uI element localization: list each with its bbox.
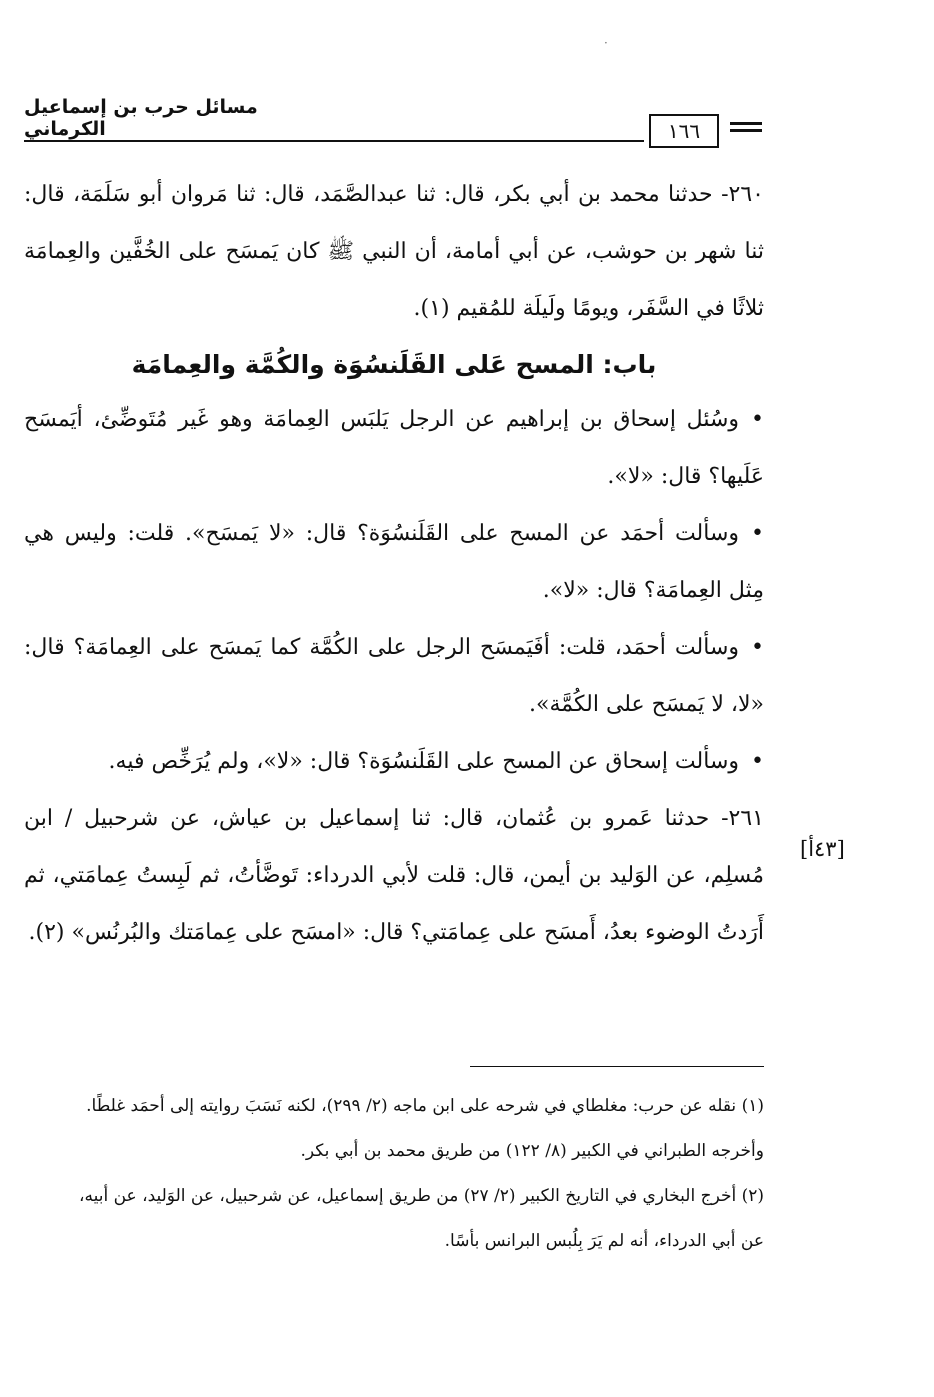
footnote-2-line-1: (٢) أخرج البخاري في التاريخ الكبير (٢/ ٢٧) من طريق إسماعيل، عن شرحبيل، عن الوَليد، عن أبيه، [79, 1186, 764, 1206]
running-header-title: مسائل حرب بن إسماعيل الكرماني [24, 96, 258, 140]
chapter-heading: باب: المسح عَلى القَلَنسُوَة والكُمَّة والعِمامَة [131, 350, 657, 379]
hadith-261: ٢٦١- حدثنا عَمرو بن عُثمان، قال: ثنا إسماعيل بن عياش، عن شرحبيل / ابن مُسلِم، عن الوَليد بن أيمن، قال: قلت لأبي الدرداء: تَوضَّأتُ، ثم لَبِستُ عِمامَتي، ثم أَرَدتُ الوضوء بعدُ، أَمسَح على عِمامَتي؟ قال: «امسَح على عِمامَتك والبُرنُس» (٢). [24, 806, 764, 945]
question-ishaq-turban: • وسُئل إسحاق بن إبراهيم عن الرجل يَلبَس العِمامَة وهو غَير مُتَوضِّئ، أيَمسَح عَلَيها؟ قال: «لا». [24, 391, 764, 505]
question-ishaq-qalansuwa: • وسألت إسحاق عن المسح على القَلَنسُوَة؟ قال: «لا»، ولم يُرَخِّص فيه. [24, 733, 764, 790]
manuscript-folio-reference: [٤٣أ] [800, 837, 845, 861]
main-text [24, 166, 764, 961]
footnote-1-line-2: وأخرجه الطبراني في الكبير (٨/ ١٢٢) من طريق محمد بن أبي بكر. [300, 1141, 764, 1161]
header-rule [24, 140, 644, 142]
hadith-260: ٢٦٠- حدثنا محمد بن أبي بكر، قال: ثنا عبدالصَّمَد، قال: ثنا مَروان أبو سَلَمَة، قال: ثنا شهر بن حوشب، عن أبي أمامة، أن النبي ﷺ كان يَمسَح على الخُفَّين والعِمامَة ثلاثًا في السَّفَر، ويومًا ولَيلَة للمُقيم (١). [24, 182, 764, 321]
ornament-line [730, 129, 762, 132]
question-ahmad-qalansuwa: • وسألت أحمَد عن المسح على القَلَنسُوَة؟ قال: «لا يَمسَح». قلت: وليس هي مِثل العِمامَة؟ قال: «لا». [24, 505, 764, 619]
footnotes [24, 1084, 764, 1264]
scan-speck: · [604, 36, 608, 50]
footnote-2-line-2: عن أبي الدرداء، أنه لم يَرَ بِلُبس البرانس بأسًا. [444, 1231, 764, 1251]
footnote-1-line-1: (١) نقله عن حرب: مغلطاي في شرحه على ابن ماجه (٢/ ٢٩٩)، لكنه نَسَبَ روايته إلى أحمَد غلطًا. [86, 1096, 764, 1116]
footnote-separator [470, 1066, 764, 1067]
ornament-line [730, 122, 762, 125]
page-number: ١٦٦ [649, 114, 719, 148]
header-ornament-lines [730, 122, 762, 136]
question-ahmad-kumma: • وسألت أحمَد، قلت: أفَيَمسَح الرجل على الكُمَّة كما يَمسَح على العِمامَة؟ قال: «لا، لا يَمسَح على الكُمَّة». [24, 619, 764, 733]
